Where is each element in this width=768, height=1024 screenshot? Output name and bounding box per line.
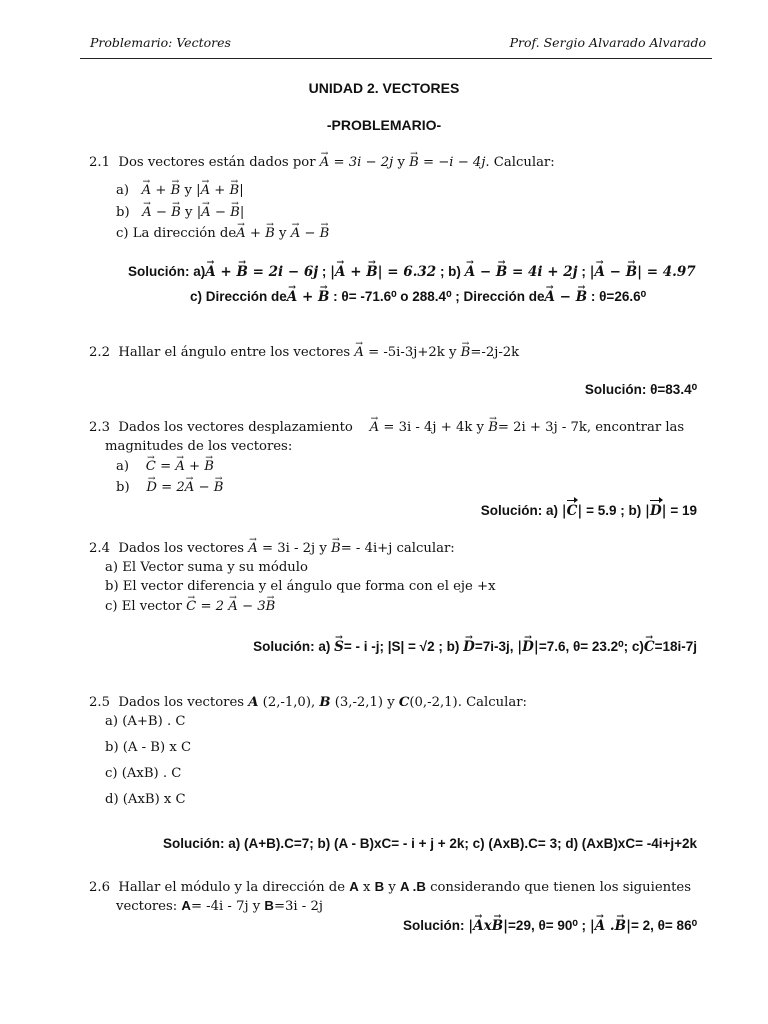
problem-2-3-a: a) → C = → A + → B — [116, 459, 214, 474]
problem-2-1-statement: 2.1 Dos vectores están dados por → A = 3i − 2j y → B = −i − 4j. Calcular: — [89, 155, 555, 170]
header-right: Prof. Sergio Alvarado Alvarado — [509, 35, 706, 50]
problem-2-4-b: b) El vector diferencia y el ángulo que forma con el eje +x — [105, 579, 496, 594]
problem-2-2-statement: 2.2 Hallar el ángulo entre los vectores → A = -5i-3j+2k y → B=-2j-2k — [89, 345, 519, 360]
header-left: Problemario: Vectores — [90, 35, 231, 50]
problem-2-4-c: c) El vector → C = 2 → A − 3→ B — [105, 599, 275, 614]
problem-2-5-solution: Solución: a) (A+B).C=7; b) (A - B)xC= - i + j + 2k; c) (AxB).C= 3; d) (AxB)xC= -4i+j+2k — [163, 836, 697, 851]
problem-2-3-b: b) → D = 2→ A − → B — [116, 480, 223, 495]
problem-2-4-solution: Solución: a) → S= - i -j; |S| = √2 ; b) → D=7i-3j, |→ D|=7.6, θ= 23.2⁰; c)→ C=18i-7j — [253, 639, 697, 655]
problem-2-5-c: c) (AxB) . C — [105, 766, 182, 781]
problem-2-2-solution: Solución: θ=83.4⁰ — [584, 382, 697, 397]
problem-2-6-statement: 2.6 Hallar el módulo y la dirección de A x B y A .B considerando que tienen los siguientes — [89, 879, 692, 895]
problem-2-1-solution-line1: Solución: a)→ A + → B = 2i − 6j ; |→ A + → B| = 6.32 ; b) → A − → B = 4i + 2j ; |→ A − → B| = 4.97 — [128, 264, 696, 280]
problem-2-5-d: d) (AxB) x C — [105, 792, 186, 807]
problem-2-3-statement: 2.3 Dados los vectores desplazamiento → A = 3i - 4j + 4k y → B= 2i + 3j - 7k, encontrar las — [89, 420, 684, 435]
problem-2-4-a: a) El Vector suma y su módulo — [105, 560, 308, 575]
problem-2-6-statement-cont: vectores: A= -4i - 7j y B=3i - 2j — [116, 898, 323, 914]
header-rule — [80, 58, 712, 59]
problem-2-5-a: a) (A+B) . C — [105, 714, 186, 729]
problemario-title: -PROBLEMARIO- — [326, 117, 442, 133]
problem-2-5-b: b) (A - B) x C — [105, 740, 192, 755]
problem-2-3-statement-cont: magnitudes de los vectores: — [105, 439, 293, 454]
problem-2-1-solution-line2: c) Dirección de→ A + → B : θ= -71.6⁰ o 288.4⁰ ; Dirección de→ A − → B : θ=26.6⁰ — [190, 289, 646, 305]
problem-2-1-b: b) → A − → B y |→ A − → B| — [116, 205, 244, 220]
problem-2-3-solution: Solución: a) |C| = 5.9 ; b) |D| = 19 — [480, 503, 697, 519]
problem-2-1-a: a) → A + → B y |→ A + → B| — [116, 183, 244, 198]
problem-2-6-solution: Solución: |→ Ax→ B|=29, θ= 90⁰ ; |→ A .→ B|= 2, θ= 86⁰ — [403, 918, 697, 934]
problem-2-5-statement: 2.5 Dados los vectores A (2,-1,0), B (3,-2,1) y C(0,-2,1). Calcular: — [89, 695, 527, 710]
problem-2-1-c: c) La dirección de→ A + → B y → A − → B — [116, 226, 329, 241]
unit-title: UNIDAD 2. VECTORES — [308, 80, 460, 96]
problem-2-4-statement: 2.4 Dados los vectores → A = 3i - 2j y → B= - 4i+j calcular: — [89, 541, 455, 556]
